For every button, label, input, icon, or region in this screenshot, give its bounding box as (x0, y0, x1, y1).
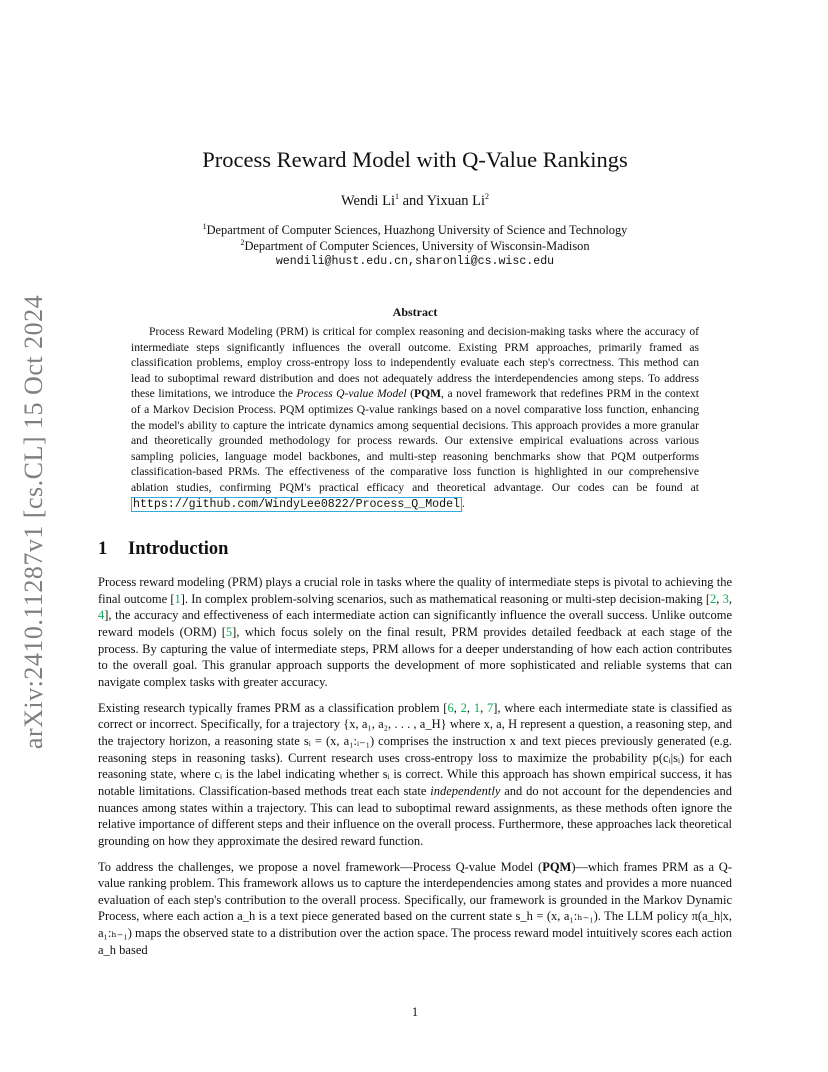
author-emails: wendili@hust.edu.cn,sharonli@cs.wisc.edu (275, 255, 555, 268)
affiliations (98, 222, 732, 270)
text: ], the accuracy and effectiveness of each intermediate action can significantly influence the overall success. Unlike outcome reward models (ORM) [ (98, 608, 732, 639)
affil-text: Department of Computer Sciences, University of Wisconsin-Madison (244, 239, 590, 253)
text: )—which frames PRM as a Q-value ranking problem. This framework allows us to capture the interdependencies among states and provides a more nuanced evaluation of each step's contribution to the overall process. Specifically, our framework is grounded in the Markov Dynamic Process, where each action a_h is a text piece generated based on the current state s_h = (x, a₁:ₕ₋₁). The LLM policy π(a_h|x, a₁:ₕ₋₁) maps the observed state to a distribution over the action space. The process reward model intuitively scores each action a_h based (98, 859, 732, 957)
author-affil-mark: 2 (485, 192, 490, 202)
affil-text: Department of Computer Sciences, Huazhong University of Science and Technology (206, 223, 628, 237)
citation-link[interactable]: 4 (98, 608, 105, 623)
body-text (98, 574, 732, 967)
abstract-end: . (462, 496, 465, 510)
code-link[interactable]: https://github.com/WindyLee0822/Process_Q_Model (133, 497, 460, 511)
abstract-heading: Abstract (392, 305, 438, 319)
model-abbr: PQM (414, 387, 442, 401)
paragraph: Existing research typically frames PRM as a classification problem [6, 2, 1, 7], where each intermediate state is classified as correct or incorrect. Specifically, for a trajectory {x, a₁, a₂, . . . , a_H} where x, a, H represent a question, a reasoning step, and the trajectory horizon, a reasoning state sᵢ = (x, a₁:ᵢ₋₁) comprises the instruction x and text pieces previously generated (e.g. reasoning steps in reasoning tasks). Current research uses cross-entropy loss to maximize the probability p(cᵢ|sᵢ) for each reasoning state, where cᵢ is the label indicating whether sᵢ is correct. While this approach has shown empirical success, it has notable limitations. Classification-based methods treat each state independently and do not account for the dependencies and nuances among states within a trajectory. This can lead to suboptimal reward assignments, as these methods often ignore the relative importance of different steps and their influence on the overall process. Furthermore, these approaches lack theoretical grounding on how they approximate the desired reward function. (98, 700, 732, 848)
section-number: 1 (98, 539, 108, 559)
model-abbr: PQM (542, 859, 572, 874)
citation-link[interactable]: 5 (225, 624, 233, 639)
arxiv-stamp: arXiv:2410.11287v1 [cs.CL] 15 Oct 2024 (19, 294, 48, 750)
text: ]. In complex problem-solving scenarios, such as mathematical reasoning or multi-step decision-making [ (180, 591, 711, 606)
paragraph: Process reward modeling (PRM) plays a crucial role in tasks where the quality of intermediate steps is pivotal to achieving the final outcome [1]. In complex problem-solving scenarios, such as mathematical reasoning or multi-step decision-making [2, 3, 4], the accuracy and effectiveness of each intermediate action can significantly influence the overall success. Unlike outcome reward models (ORM) [5], which focus solely on the final result, PRM provides detailed feedback at each stage of the process. By capturing the value of intermediate steps, PRM allows for a deeper understanding of how each action contributes to the overall goal. This granular approach supports the development of more sophisticated and reliable systems that can navigate complex tasks with greater accuracy. (98, 575, 732, 689)
affiliation-line (98, 238, 732, 254)
affil-mark: 1 (202, 221, 207, 231)
abstract-text: , a novel framework that redefines PRM in the context of a Markov Decision Process. PQM optimizes Q-value rankings based on a novel comparative loss function, enhancing the model's ability to capture the intricate dynamics among sequential decisions. This approach provides a more granular and theoretically grounded methodology for process rewards. Our extensive empirical evaluations across various sampling policies, language model backbones, and multi-step reasoning benchmarks show that PQM outperforms classification-based PRMs. The effectiveness of the comparative loss function is highlighted in our comprehensive ablation studies, confirming PQM's practical efficacy and theoretical advantage. Our codes can be found at (131, 387, 699, 494)
page-number: 1 (411, 1005, 419, 1019)
citation-link[interactable]: 7 (487, 700, 494, 715)
citation-link[interactable]: 2 (460, 700, 467, 715)
text: ], which focus solely on the final result, PRM provides detailed feedback at each stage of the process. By capturing the value of intermediate steps, PRM allows for a deeper understanding of how each action contributes to the overall goal. This granular approach supports the development of more sophisticated and reliable systems that can navigate complex tasks with greater accuracy. (98, 624, 732, 689)
model-name: Process Q-value Model (296, 387, 407, 401)
section-title: Introduction (128, 539, 229, 559)
author-name: Yixuan Li (426, 193, 486, 209)
abstract-body: Process Reward Modeling (PRM) is critical for complex reasoning and decision-making tasks where the accuracy of intermediate steps significantly influences the overall outcome. Existing PRM approaches, primarily framed as classification problems, employ cross-entropy loss to independently evaluate each step's correctness. This method can lead to suboptimal reward distribution and does not adequately address the interdependencies among steps. To address these limitations, we introduce the Process Q-value Model (PQM, a novel framework that redefines PRM in the context of a Markov Decision Process. PQM optimizes Q-value rankings based on a novel comparative loss function, enhancing the model's ability to capture the intricate dynamics among sequential decisions. This approach provides a more granular and theoretically grounded methodology for process rewards. Our extensive empirical evaluations across various sampling policies, language model backbones, and multi-step reasoning benchmarks show that PQM outperforms classification-based PRMs. The effectiveness of the comparative loss function is highlighted in our comprehensive ablation studies, confirming PQM's practical efficacy and theoretical advantage. Our codes can be found at https://github.com/WindyLee0822/Process_Q_Model . (131, 325, 699, 511)
citation-link[interactable]: 2 (710, 591, 717, 606)
author-name: Wendi Li (340, 193, 395, 209)
affiliation-line (98, 222, 732, 238)
author-joiner: and (402, 193, 424, 209)
abstract-text: Process Reward Modeling (PRM) is critical for complex reasoning and decision-making tasks where the accuracy of intermediate steps significantly influences the overall outcome. Existing PRM approaches, primarily framed as classification problems, employ cross-entropy loss to independently evaluate each step's correctness. This method can lead to suboptimal reward distribution and does not adequately address the interdependencies among steps. To address these limitations, we introduce the (131, 325, 699, 401)
author-list (98, 193, 732, 210)
paper-title: Process Reward Model with Q-Value Rankings (202, 147, 628, 172)
citation-link[interactable]: 1 (174, 591, 181, 606)
text: Existing research typically frames PRM as a classification problem [ (98, 700, 448, 715)
emphasis: independently (430, 783, 501, 798)
citation-link[interactable]: 1 (473, 700, 481, 715)
paragraph (98, 859, 732, 959)
citation-link[interactable]: 3 (722, 591, 729, 606)
text: To address the challenges, we propose a novel framework—Process Q-value Model ( (98, 859, 543, 874)
text: Process reward modeling (PRM) plays a crucial role in tasks where the quality of intermediate steps is pivotal to achieving the final outcome [ (98, 575, 732, 606)
author-affil-mark: 1 (394, 192, 399, 202)
text: and do not account for the dependencies and nuances among states within a trajectory. This can lead to suboptimal reward assignments, as these methods often ignore the relative importance of different steps and their influence on the overall process. Furthermore, these approaches lack theoretical grounding on how they approximate the desired reward function. (98, 783, 732, 848)
section-heading (98, 539, 228, 560)
text: ], where each intermediate state is classified as correct or incorrect. Specifically, for a trajectory {x, a₁, a₂, . . . , a_H} where x, a, H represent a question, a reasoning step, and the trajectory horizon, a reasoning state sᵢ = (x, a₁:ᵢ₋₁) comprises the instruction x and text pieces previously generated (e.g. reasoning steps in reasoning tasks). Current research uses cross-entropy loss to maximize the probability p(cᵢ|sᵢ) for each reasoning state, where cᵢ is the label indicating whether sᵢ is correct. While this approach has shown empirical success, it has notable limitations. Classification-based methods treat each state (98, 700, 732, 798)
affil-mark: 2 (240, 237, 245, 247)
citation-link[interactable]: 6 (447, 700, 454, 715)
